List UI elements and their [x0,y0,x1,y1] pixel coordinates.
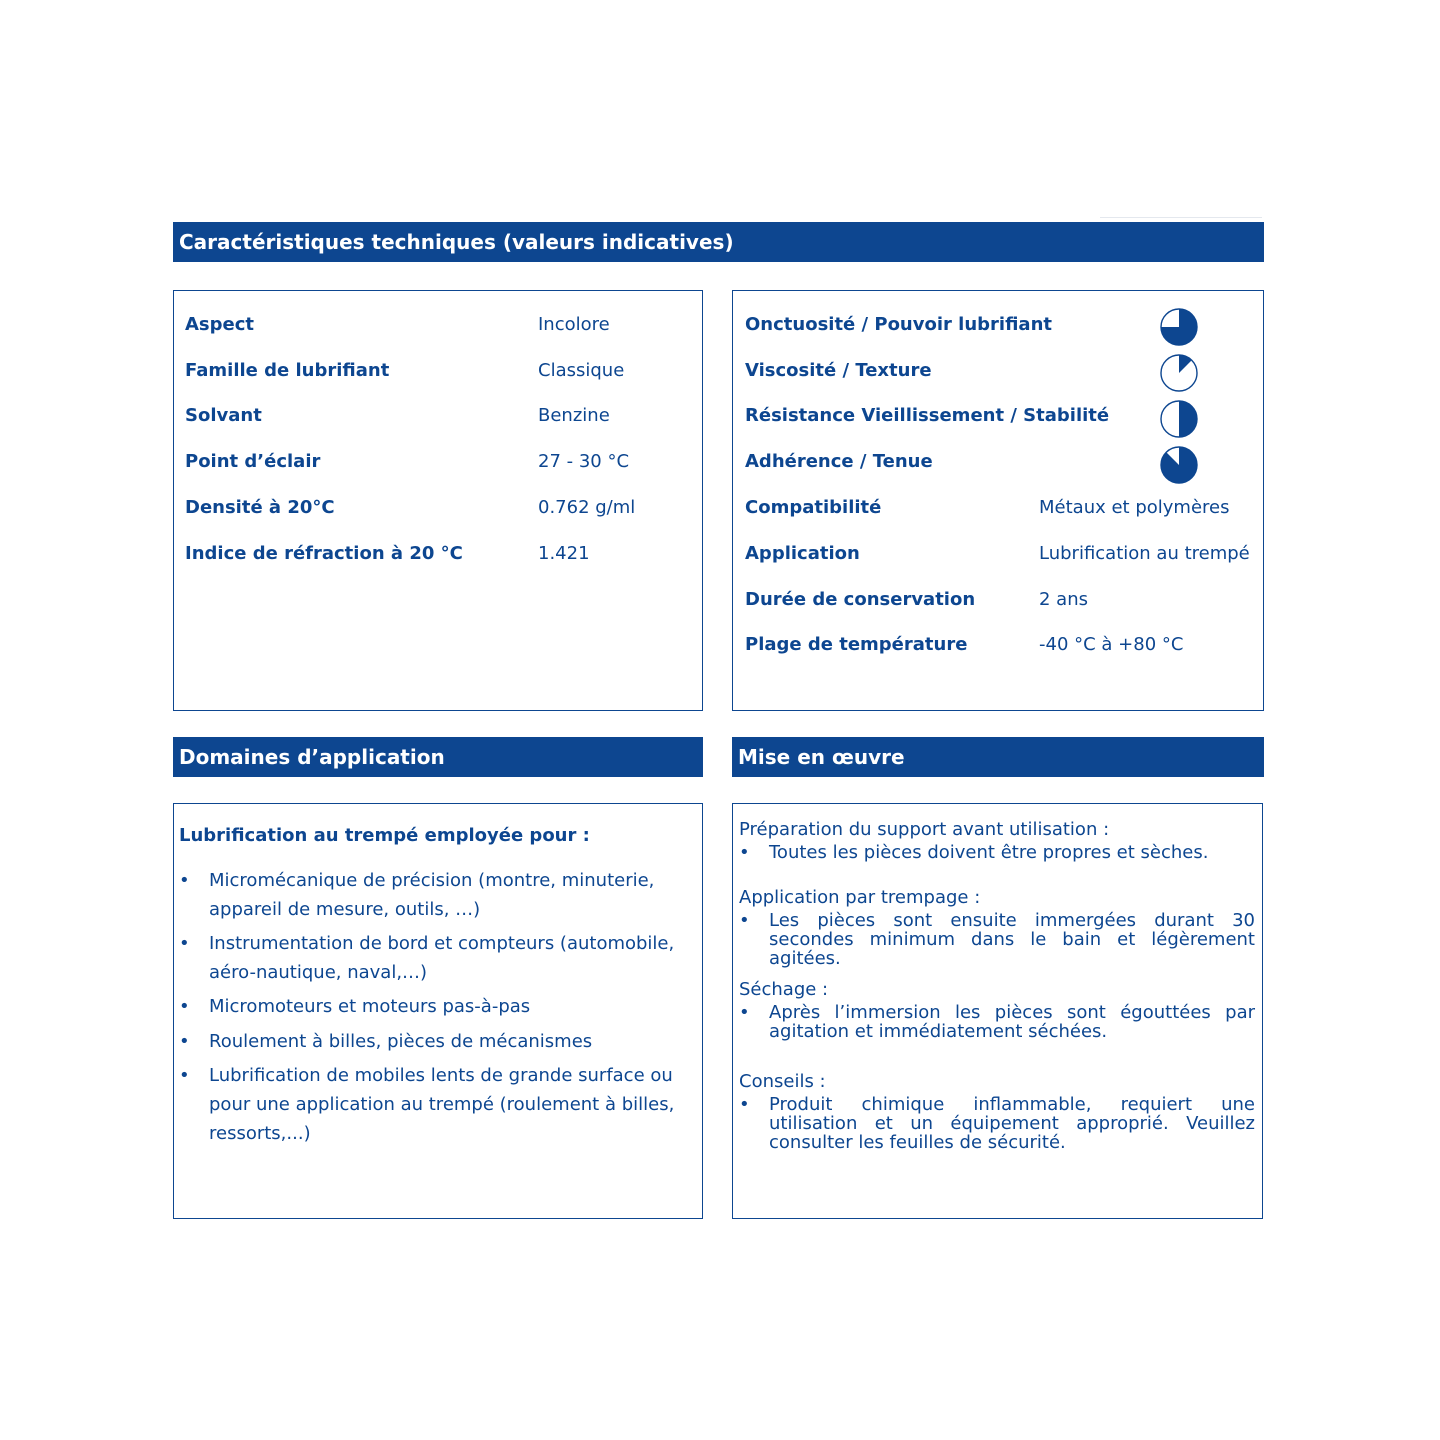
rating-gauge-onctuosite-icon [1159,307,1199,347]
list-item [179,1061,694,1148]
bullet-icon: • [739,910,750,931]
spec-value-compatibilite: Métaux et polymères [1039,497,1230,518]
mise-heading-sechage: Séchage : [739,979,829,1000]
mise-heading-preparation: Préparation du support avant utilisation : [739,819,1110,840]
spec-value-densite: 0.762 g/ml [538,497,636,518]
spec-value-aspect: Incolore [538,314,610,335]
rating-label-resistance: Résistance Vieillissement / Stabilité [745,405,1110,426]
spec-label-densite: Densité à 20°C [185,497,335,518]
list-item-text: Roulement à billes, pièces de mécanismes [209,1031,593,1052]
bullet-icon: • [179,1065,190,1086]
mise-heading-application: Application par trempage : [739,887,981,908]
spec-value-temperature: -40 °C à +80 °C [1039,634,1184,655]
rating-gauge-resistance-icon [1159,399,1199,439]
list-item [739,1095,1255,1152]
list-item [739,1003,1255,1041]
bullet-icon: • [739,842,750,863]
spec-value-duree: 2 ans [1039,589,1088,610]
bullet-icon: • [739,1094,750,1115]
rating-label-onctuosite: Onctuosité / Pouvoir lubrifiant [745,314,1052,335]
list-item [179,1027,694,1056]
list-item-text: Produit chimique inflammable, requiert une utilisation et un équipement approprié. Veuillez consulter les feuilles de sécurité. [769,1094,1255,1153]
rating-gauge-viscosite-icon [1159,353,1199,393]
list-item-text: Les pièces sont ensuite immergées durant 30 secondes minimum dans le bain et légèrement agitées. [769,910,1255,969]
mise-header: Mise en œuvre [732,737,1264,777]
spec-label-temperature: Plage de température [745,634,968,655]
rating-label-adherence: Adhérence / Tenue [745,451,933,472]
bullet-icon: • [179,1031,190,1052]
domaines-header: Domaines d’application [173,737,703,777]
list-item-text: Micromoteurs et moteurs pas-à-pas [209,996,531,1017]
list-item-text: Après l’immersion les pièces sont égouttées par agitation et immédiatement séchées. [769,1002,1255,1042]
spec-label-duree: Durée de conservation [745,589,976,610]
top-rule [1100,217,1262,218]
spec-value-application: Lubrification au trempé [1039,543,1250,564]
list-item [739,911,1255,968]
mise-heading-conseils: Conseils : [739,1071,826,1092]
bullet-icon: • [179,996,190,1017]
spec-label-famille: Famille de lubrifiant [185,360,390,381]
list-item-text: Lubrification de mobiles lents de grande surface ou pour une application au trempé (roulement à billes, ressorts,...) [209,1065,675,1144]
rating-label-viscosite: Viscosité / Texture [745,360,932,381]
list-item [739,843,1255,862]
spec-label-compatibilite: Compatibilité [745,497,882,518]
spec-value-famille: Classique [538,360,625,381]
bullet-icon: • [179,933,190,954]
list-item-text: Micromécanique de précision (montre, minuterie, appareil de mesure, outils, …) [209,870,655,920]
spec-label-point-eclair: Point d’éclair [185,451,321,472]
bullet-icon: • [739,1002,750,1023]
spec-label-aspect: Aspect [185,314,255,335]
list-item [179,866,694,924]
spec-label-application: Application [745,543,860,564]
spec-value-indice: 1.421 [538,543,590,564]
gauge-fill [1179,401,1197,437]
list-item-text: Instrumentation de bord et compteurs (automobile, aéro-nautique, naval,…) [209,933,675,983]
spec-label-solvant: Solvant [185,405,262,426]
list-item [179,992,694,1021]
spec-label-indice: Indice de réfraction à 20 °C [185,543,463,564]
list-item-text: Toutes les pièces doivent être propres et sèches. [769,842,1209,863]
bullet-icon: • [179,870,190,891]
domaines-intro: Lubrification au trempé employée pour : [179,825,590,846]
spec-value-point-eclair: 27 - 30 °C [538,451,630,472]
tech-header: Caractéristiques techniques (valeurs indicatives) [173,222,1264,262]
spec-value-solvant: Benzine [538,405,610,426]
rating-gauge-adherence-icon [1159,445,1199,485]
list-item [179,929,694,987]
